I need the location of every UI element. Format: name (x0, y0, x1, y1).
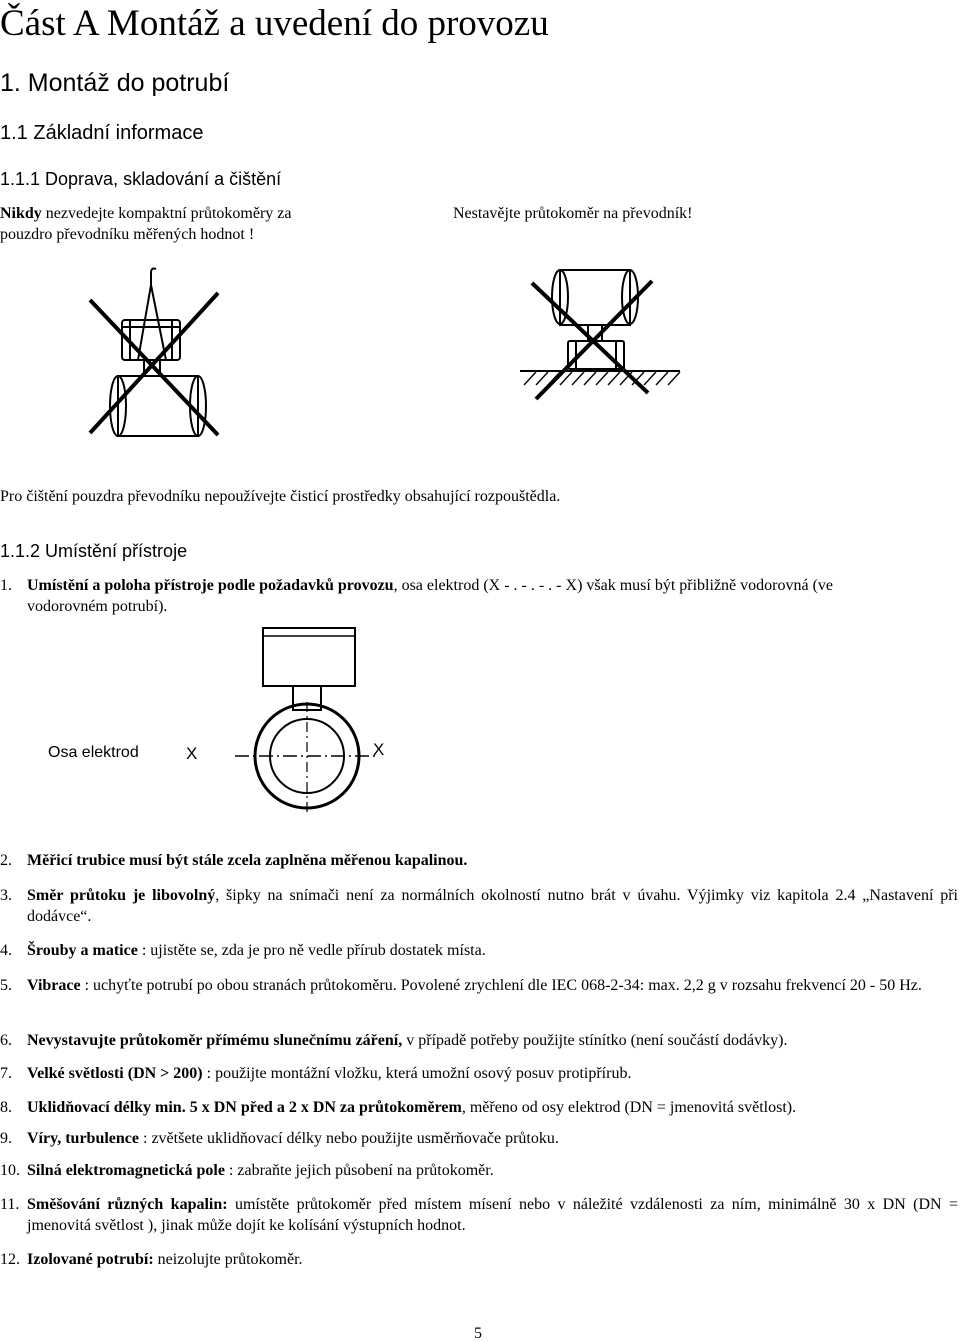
electrode-x-right: X (373, 740, 385, 759)
list-item-rest: , měřeno od osy elektrod (DN = jmenovitá světlost). (461, 1099, 797, 1116)
list-item-text (27, 1063, 958, 1084)
list-item-11 (0, 1194, 958, 1238)
list-item-bold: Velké světlosti (DN > 200) (27, 1065, 203, 1082)
list-item-text (27, 1128, 958, 1149)
list-item-rest: neizolujte průtokoměr. (153, 1251, 303, 1268)
lifting-warning-line1: nezvedejte kompaktní průtokoměry za (41, 205, 292, 222)
list-item-1 (0, 575, 958, 619)
lifting-prohibited-illustration (80, 265, 240, 445)
page-number: 5 (474, 1325, 482, 1342)
list-item-rest: , šipky na snímači není za normálních okolností nutno brát v úvahu. Výjimky viz kapitola 2.4 „Nastavení při dodávce“. (27, 887, 958, 925)
list-item-number: 2. (0, 852, 12, 869)
section-heading-1-1-1: 1.1.1 Doprava, skladování a čištění (0, 169, 282, 189)
section-heading-1-1: 1.1 Základní informace (0, 122, 204, 144)
list-item-bold: Vibrace (27, 977, 81, 994)
list-item-bold: Šrouby a matice (27, 942, 138, 959)
list-item-rest: : uchyťte potrubí po obou stranách průtokoměru. Povolené zrychlení dle IEC 068-2-34: max. 2,2 g v rozsahu frekvencí 20 - 50 Hz. (80, 977, 922, 994)
list-item-6 (0, 1030, 958, 1052)
list-item-bold: Víry, turbulence (27, 1130, 139, 1147)
list-item-text (27, 1160, 958, 1181)
section-heading-1-1-2: 1.1.2 Umístění přístroje (0, 541, 188, 561)
list-item-bold: Silná elektromagnetická pole (27, 1162, 225, 1179)
list-item-4 (0, 940, 958, 962)
list-item-number: 12. (0, 1251, 20, 1268)
list-item-number: 1. (0, 577, 12, 594)
list-item-text (27, 1097, 958, 1118)
list-item-rest: : zabraňte jejich působení na průtokoměr. (224, 1162, 494, 1179)
part-title: Část A Montáž a uvedení do provozu (0, 3, 549, 44)
list-item-bold: Směšování různých kapalin: (27, 1196, 228, 1213)
placement-warning: Nestavějte průtokoměr na převodník! (453, 205, 693, 222)
list-item-bold: Měřicí trubice musí být stále zcela zaplněna měřenou kapalinou. (27, 852, 468, 869)
list-item-number: 9. (0, 1130, 12, 1147)
list-item-number: 3. (0, 887, 12, 904)
list-item-bold: Izolované potrubí: (27, 1251, 154, 1268)
list-item-bold: Směr průtoku je libovolný (27, 887, 216, 904)
list-item-text (27, 885, 958, 927)
list-item-number: 11. (0, 1196, 20, 1213)
list-item-rest: : ujistěte se, zda je pro ně vedle přírub dostatek místa. (137, 942, 486, 959)
list-item-12 (0, 1249, 958, 1271)
list-item-bold: Umístění a poloha přístroje podle požadavků provozu (27, 577, 394, 594)
list-item-9 (0, 1128, 958, 1150)
electrode-x-left: X (186, 744, 198, 763)
list-item-bold: Nevystavujte průtokoměr přímému slunečnímu záření, (27, 1032, 403, 1049)
list-item-number: 6. (0, 1032, 12, 1049)
list-item-number: 8. (0, 1099, 12, 1116)
list-item-number: 7. (0, 1065, 12, 1082)
list-item-text (27, 850, 958, 871)
list-item-5 (0, 975, 958, 1019)
electrode-axis-label: Osa elektrod (48, 744, 139, 761)
list-item-10 (0, 1160, 958, 1182)
list-item-text (27, 940, 958, 961)
lifting-warning-line2: pouzdro převodníku měřených hodnot ! (0, 226, 255, 243)
standing-prohibited-illustration (520, 265, 680, 415)
list-item-text (27, 975, 958, 996)
list-item-rest-continued: vodorovném potrubí). (27, 598, 168, 615)
list-item-text (27, 575, 958, 617)
lifting-warning (0, 203, 420, 245)
list-item-7 (0, 1063, 958, 1085)
list-item-rest: : použijte montážní vložku, která umožní osový posuv protipřírub. (202, 1065, 632, 1082)
list-item-3 (0, 885, 958, 929)
list-item-rest: : zvětšete uklidňovací délky nebo použijte usměrňovače průtoku. (139, 1130, 559, 1147)
list-item-number: 10. (0, 1162, 20, 1179)
list-item-rest: v případě potřeby použijte stínítko (není součástí dodávky). (402, 1032, 788, 1049)
list-item-bold: Uklidňovací délky min. 5 x DN před a 2 x DN za průtokoměrem (27, 1099, 462, 1116)
list-item-number: 4. (0, 942, 12, 959)
list-item-number: 5. (0, 977, 12, 994)
lifting-warning-bold: Nikdy (0, 205, 42, 222)
list-item-8 (0, 1097, 958, 1119)
electrode-axis-diagram (225, 626, 385, 816)
list-item-text (27, 1194, 958, 1236)
list-item-rest: umístěte průtokoměr před místem mísení nebo v náležité vzdálenosti za ním, minimálně 30 x DN (DN = jmenovitá světlost ), jinak může dojít ke kolísání výstupních hodnot. (27, 1196, 959, 1234)
section-heading-1: 1. Montáž do potrubí (0, 69, 230, 97)
list-item-2 (0, 850, 958, 872)
list-item-rest: , osa elektrod (X - . - . - . - X) však musí být přibližně vodorovná (ve (393, 577, 834, 594)
list-item-text (27, 1030, 958, 1051)
cleaning-note: Pro čištění pouzdra převodníku nepoužívejte čisticí prostředky obsahující rozpouštědla. (0, 488, 561, 505)
list-item-text (27, 1249, 958, 1270)
